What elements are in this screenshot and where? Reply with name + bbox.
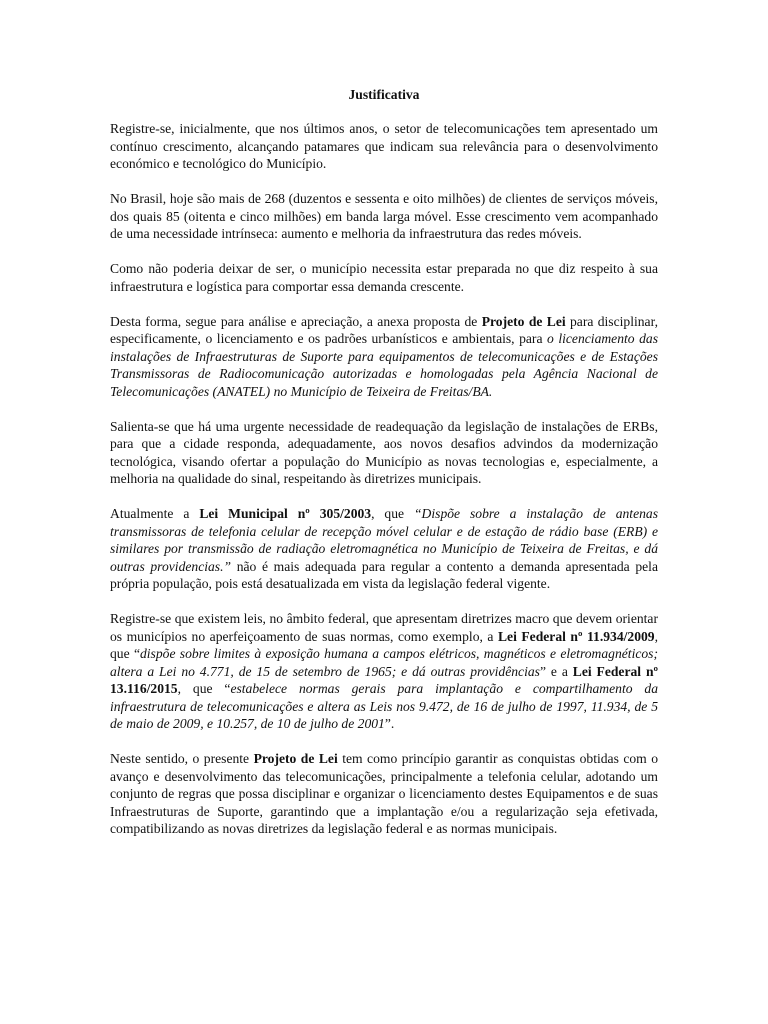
paragraph-6 xyxy=(110,505,658,593)
paragraph-8 xyxy=(110,750,658,838)
paragraph-7-text-5: ”. xyxy=(384,716,395,731)
paragraph-7 xyxy=(110,610,658,733)
paragraph-2: No Brasil, hoje são mais de 268 (duzentos e sessenta e oito milhões) de clientes de serviços móveis, dos quais 85 (oitenta e cinco milhões) em banda larga móvel. Esse crescimento vem acompanhado de uma necessidade intrínseca: aumento e melhoria da infraestrutura das redes móveis. xyxy=(110,191,658,241)
paragraph-1: Registre-se, inicialmente, que nos últimos anos, o setor de telecomunicações tem apresentado um contínuo crescimento, alcançando patamares que indicam sua relevância para o desenvolvimento económico e tecnológico do Município. xyxy=(110,121,658,171)
paragraph-7-italic-1: dispõe sobre limites à exposição humana a campos elétricos, magnéticos e eletromagnéticos; altera a Lei no 4.771, de 15 de setembro de 1965; e dá outras providências xyxy=(110,646,658,679)
document-title: Justificativa xyxy=(348,87,420,102)
paragraph-6-italic: “Dispõe sobre a instalação de antenas transmissoras de telefonia celular de recepção móvel celular e de estação de rádio base (ERB) e similares por transmissão de radiação eletromagnética no Município de Teixeira de Freitas, e dá outras providencias.” xyxy=(110,506,659,574)
projeto-de-lei-bold-2: Projeto de Lei xyxy=(253,751,338,766)
paragraph-8-text-2: tem como princípio garantir as conquistas obtidas com o avanço e desenvolvimento das telecomunicações, principalmente a telefonia celular, adotando um conjunto de regras que possa disciplinar e organizar o licenciamento destes Equipamentos e de suas Infraestruturas de Suporte, garantindo que a implantação e/ou a regularização seja efetivada, compatibilizando as novas diretrizes da legislação federal e as normas municipais. xyxy=(110,751,659,836)
paragraph-6-text-1: Atualmente a xyxy=(110,506,200,521)
paragraph-4-text-1: Desta forma, segue para análise e apreciação, a anexa proposta de xyxy=(110,313,482,329)
lei-federal-11934-bold: Lei Federal nº 11.934/2009 xyxy=(497,628,655,644)
paragraph-7-text-4: , que “ xyxy=(177,681,231,696)
paragraph-7-text-3: ” e a xyxy=(539,663,573,679)
paragraph-4-text-2: para disciplinar, especificamente, o licenciamento e os padrões urbanísticos e ambientais, para xyxy=(110,313,658,346)
lei-municipal-bold: Lei Municipal nº 305/2003 xyxy=(199,506,372,521)
lei-federal-13116-bold: Lei Federal nº 13.116/2015 xyxy=(110,663,659,696)
paragraph-3: Como não poderia deixar de ser, o município necessita estar preparada no que diz respeito à sua infraestrutura e logística para comportar essa demanda crescente. xyxy=(110,261,658,294)
paragraph-6-text-3: não é mais adequada para regular a contento a demanda apresentada pela própria população, pois está desatualizada em vista da legislação federal vigente. xyxy=(110,558,658,591)
projeto-de-lei-bold: Projeto de Lei xyxy=(481,313,566,329)
paragraph-6-text-2: , que xyxy=(371,506,414,521)
paragraph-7-text-1: Registre-se que existem leis, no âmbito federal, que apresentam diretrizes macro que devem orientar os municípios no aperfeiçoamento de suas normas, como exemplo, a xyxy=(110,611,658,644)
paragraph-7-italic-2: estabelece normas gerais para implantação e compartilhamento da infraestrutura de telecomunicações e altera as Leis nos 9.472, de 16 de julho de 1997, 11.934, de 5 de maio de 2009, e 10.257, de 10 de julho de 2001 xyxy=(110,681,658,731)
paragraph-4 xyxy=(110,313,658,401)
paragraph-8-text-1: Neste sentido, o presente xyxy=(110,751,254,766)
paragraph-4-italic: o licenciamento das instalações de Infraestruturas de Suporte para equipamentos de telecomunicações e de Estações Transmissoras de Radiocomunicação autorizadas e homologadas pela Agência Nacional de Telecomunicações (ANATEL) no Município de Teixeira de Freitas/BA. xyxy=(110,331,658,399)
paragraph-5: Salienta-se que há uma urgente necessidade de readequação da legislação de instalações de ERBs, para que a cidade responda, adequadamente, aos novos desafios advindos da modernização tecnológica, visando ofertar a população do Município as novas tecnologias e, especialmente, a melhoria na qualidade do sinal, respeitando às diretrizes municipais. xyxy=(110,418,658,486)
paragraph-7-text-2: , que “ xyxy=(110,628,658,661)
